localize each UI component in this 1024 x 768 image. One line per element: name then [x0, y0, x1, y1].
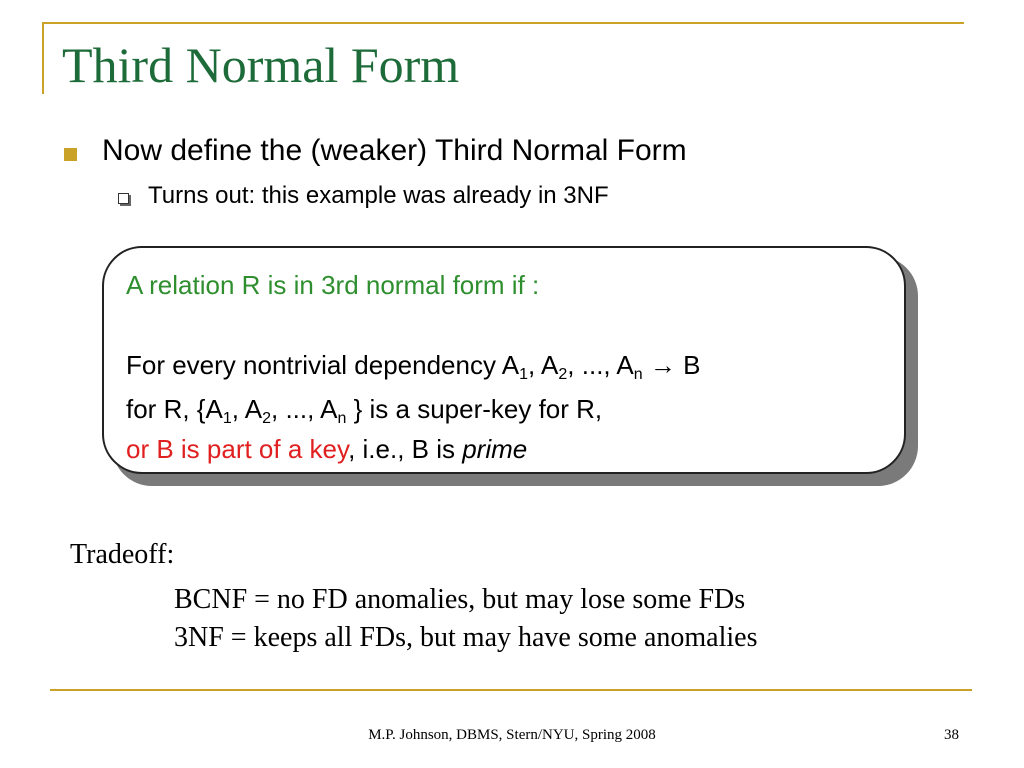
footer-text: M.P. Johnson, DBMS, Stern/NYU, Spring 2008: [368, 727, 656, 743]
tradeoff-3nf: 3NF = keeps all FDs, but may have some anomalies: [174, 622, 758, 653]
square-bullet-icon: [64, 148, 77, 161]
page-title: Third Normal Form: [62, 37, 460, 93]
page-number: 38: [944, 727, 959, 743]
hollow-square-bullet-icon: [118, 193, 129, 204]
tradeoff-heading: Tradeoff:: [70, 539, 175, 570]
left-rule: [42, 22, 44, 94]
emphasis-text: or B is part of a key: [126, 434, 349, 464]
definition-line-superkey: for R, {$A_1$, $A_2$, ..., $A_n$ } is a super-key for R,: [126, 394, 603, 427]
bottom-rule: [50, 689, 972, 691]
bullet-sub-text: Turns out: this example was already in 3NF: [148, 182, 609, 209]
definition-line-prime: or B is part of a key, i.e., B is prime: [126, 434, 528, 464]
definition-heading: A relation R is in 3rd normal form if :: [126, 270, 540, 300]
bullet-main-text: Now define the (weaker) Third Normal Form: [102, 134, 687, 167]
definition-box: [102, 246, 906, 474]
prime-word: prime: [462, 434, 528, 464]
definition-line-dependency: For every nontrivial dependency $A_1$, $A_2$, ..., $A_n \to B$: [126, 350, 701, 383]
top-rule: [42, 22, 964, 24]
tradeoff-bcnf: BCNF = no FD anomalies, but may lose some FDs: [174, 584, 746, 615]
